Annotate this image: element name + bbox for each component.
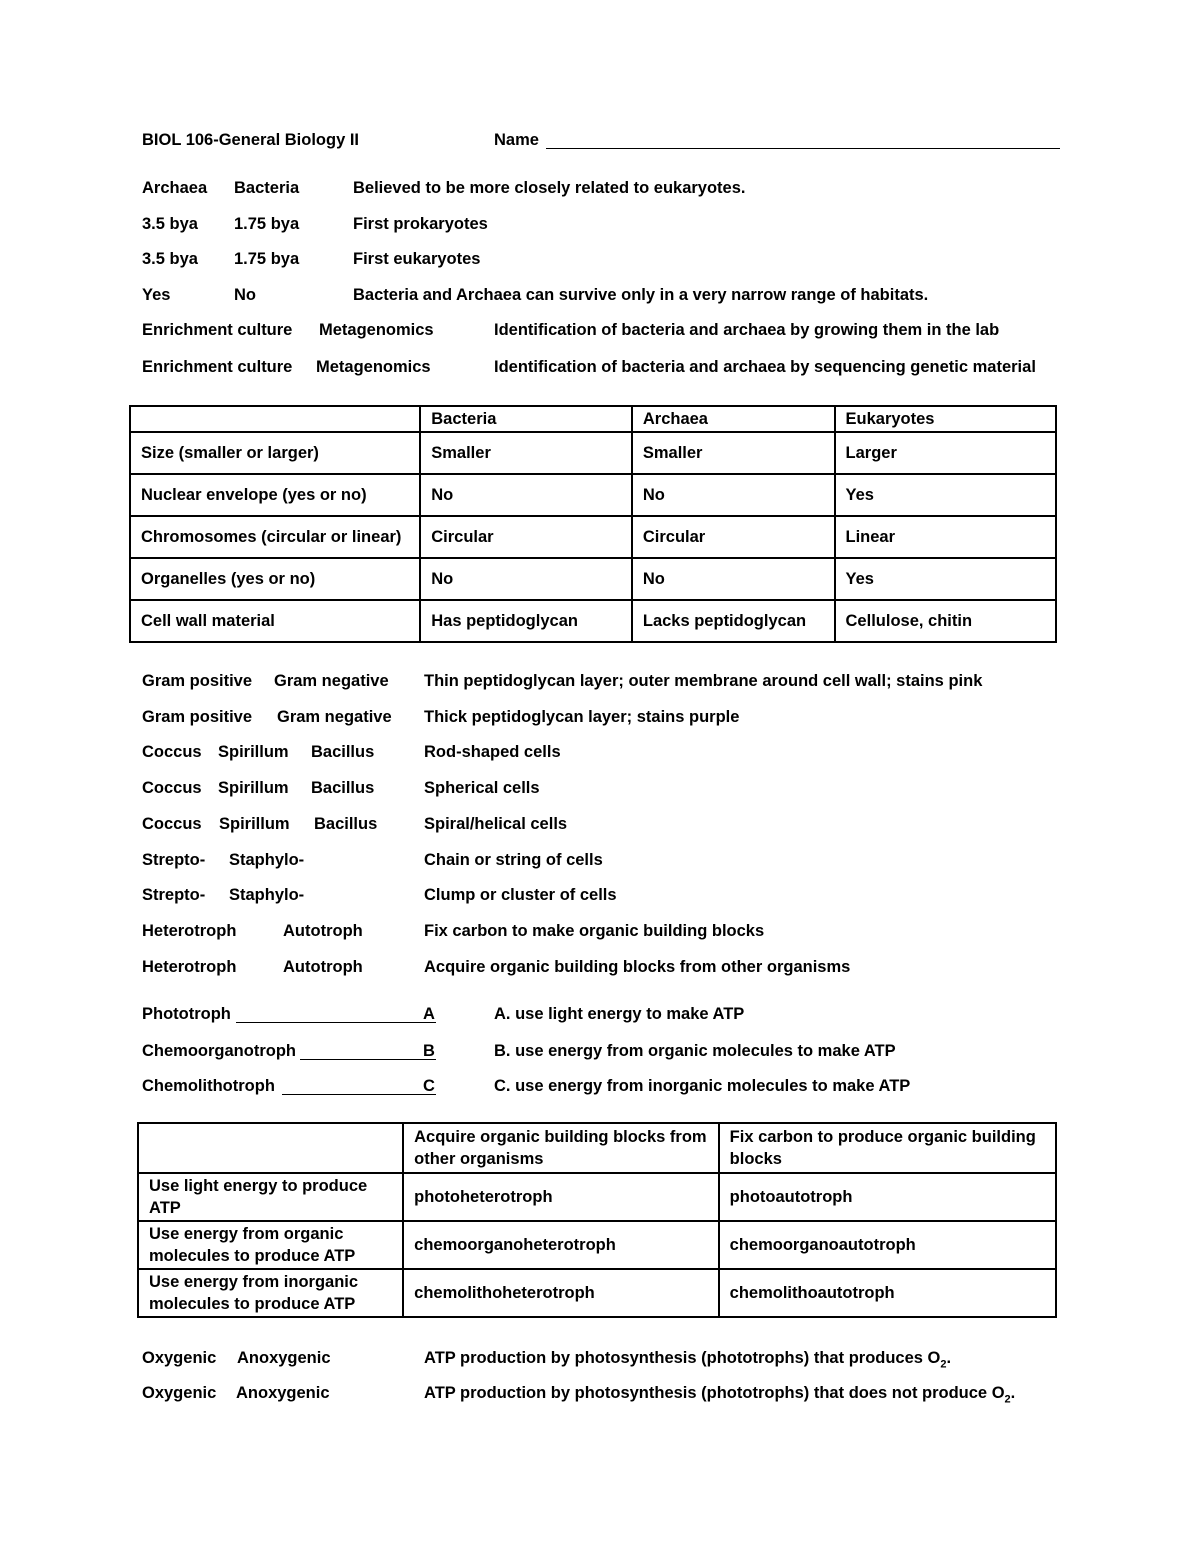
table-cell[interactable]: chemolithoheterotroph [403,1269,719,1317]
row-label: Size (smaller or larger) [130,432,420,474]
table-header-cell: Eukaryotes [835,406,1056,432]
q2-statement: Spherical cells [424,779,540,797]
name-label: Name [494,131,539,149]
table-cell[interactable]: Yes [835,474,1056,516]
q1-option-a[interactable]: Enrichment culture [142,358,293,376]
q1-option-b[interactable]: 1.75 bya [234,215,300,233]
q3-option-a[interactable]: Oxygenic [142,1384,217,1402]
q2-option[interactable]: Strepto- [142,886,206,904]
q1-statement: First eukaryotes [353,250,481,268]
table-header-cell: Acquire organic building blocks from other organisms [403,1123,719,1173]
q3-statement [424,1348,951,1374]
q2-option[interactable]: Heterotroph [142,958,237,976]
q2-statement: Fix carbon to make organic building blocks [424,922,765,940]
table-cell[interactable]: Circular [632,516,835,558]
q2-option[interactable]: Heterotroph [142,922,237,940]
q3-option-a[interactable]: Oxygenic [142,1349,217,1367]
match-answer-line[interactable] [282,1094,436,1095]
q1-option-b[interactable]: Metagenomics [319,321,434,339]
table-row [138,1221,1056,1269]
q1-statement: Bacteria and Archaea can survive only in a very narrow range of habitats. [353,286,929,304]
table-cell[interactable]: Cellulose, chitin [835,600,1056,642]
q1-option-b[interactable]: Metagenomics [316,358,431,376]
q3-option-b[interactable]: Anoxygenic [236,1384,330,1402]
q3-subscript: 2 [940,1358,947,1371]
q2-option[interactable]: Staphylo- [229,886,305,904]
match-term: Chemolithotroph [142,1077,275,1095]
q2-statement: Thick peptidoglycan layer; stains purple [424,708,740,726]
row-label: Chromosomes (circular or linear) [130,516,420,558]
table-cell[interactable]: Lacks peptidoglycan [632,600,835,642]
row-label: Use light energy to produce ATP [138,1173,403,1221]
q3-period: . [1010,1384,1016,1402]
table-row [138,1269,1056,1317]
table-header-cell [138,1123,403,1173]
table-cell[interactable]: No [632,558,835,600]
comparison-table [129,405,1057,643]
q2-statement: Rod-shaped cells [424,743,561,761]
match-option: A. use light energy to make ATP [494,1005,745,1023]
row-label: Use energy from organic molecules to produce ATP [138,1221,403,1269]
table-cell[interactable]: chemolithoautotroph [719,1269,1056,1317]
q2-statement: Spiral/helical cells [424,815,568,833]
match-option: B. use energy from organic molecules to make ATP [494,1042,896,1060]
name-field[interactable] [546,148,1060,149]
q1-option-b[interactable]: 1.75 bya [234,250,300,268]
q1-statement: Believed to be more closely related to eukaryotes. [353,179,746,197]
table-cell[interactable]: chemoorganoheterotroph [403,1221,719,1269]
q1-statement: Identification of bacteria and archaea by sequencing genetic material [494,358,1036,376]
row-label: Use energy from inorganic molecules to produce ATP [138,1269,403,1317]
q2-option[interactable]: Gram negative [274,672,389,690]
match-answer[interactable]: B [423,1042,435,1060]
nutrition-mode-table [137,1122,1057,1318]
table-row [130,558,1056,600]
q2-statement: Thin peptidoglycan layer; outer membrane around cell wall; stains pink [424,672,983,690]
table-cell[interactable]: No [420,474,632,516]
table-cell[interactable]: Smaller [632,432,835,474]
match-answer-line[interactable] [300,1059,436,1060]
table-cell[interactable]: chemoorganoautotroph [719,1221,1056,1269]
q1-option-a[interactable]: Archaea [142,179,208,197]
q2-statement: Chain or string of cells [424,851,603,869]
table-cell[interactable]: No [420,558,632,600]
table-row [138,1173,1056,1221]
match-term: Chemoorganotroph [142,1042,296,1060]
table-cell[interactable]: photoautotroph [719,1173,1056,1221]
table-header-cell [130,406,420,432]
table-row [130,600,1056,642]
q2-statement: Acquire organic building blocks from other organisms [424,958,851,976]
match-answer-line[interactable] [236,1022,436,1023]
row-label: Nuclear envelope (yes or no) [130,474,420,516]
q2-option[interactable]: Coccus [142,743,202,761]
q2-option[interactable]: Autotroph [283,958,363,976]
table-row [130,432,1056,474]
table-cell[interactable]: Smaller [420,432,632,474]
q1-option-a[interactable]: Enrichment culture [142,321,293,339]
match-term: Phototroph [142,1005,231,1023]
q1-option-b[interactable]: Bacteria [234,179,300,197]
match-option: C. use energy from inorganic molecules to make ATP [494,1077,911,1095]
row-label: Cell wall material [130,600,420,642]
table-cell[interactable]: Circular [420,516,632,558]
row-label: Organelles (yes or no) [130,558,420,600]
table-cell[interactable]: Larger [835,432,1056,474]
course-title: BIOL 106-General Biology II [142,131,360,149]
q3-statement [424,1383,1015,1409]
match-answer[interactable]: A [423,1005,435,1023]
q2-statement: Clump or cluster of cells [424,886,617,904]
q2-option[interactable]: Gram negative [277,708,392,726]
table-cell[interactable]: Linear [835,516,1056,558]
q3-option-b[interactable]: Anoxygenic [237,1349,331,1367]
q3-subscript: 2 [1004,1393,1011,1406]
q2-option[interactable]: Gram positive [142,708,253,726]
table-cell[interactable]: Has peptidoglycan [420,600,632,642]
q3-statement-text: ATP production by photosynthesis (phototrophs) that produces O [424,1349,941,1367]
match-answer[interactable]: C [423,1077,435,1095]
q2-option[interactable]: Bacillus [311,779,375,797]
q2-option[interactable]: Spirillum [218,743,289,761]
q3-statement-text: ATP production by photosynthesis (phototrophs) that does not produce O [424,1384,1005,1402]
q1-option-a[interactable]: 3.5 bya [142,250,198,268]
q1-option-a[interactable]: 3.5 bya [142,215,198,233]
q2-option[interactable]: Spirillum [218,779,289,797]
q2-option[interactable]: Bacillus [311,743,375,761]
q2-option[interactable]: Strepto- [142,851,206,869]
table-header-cell: Fix carbon to produce organic building blocks [719,1123,1056,1173]
q1-statement: Identification of bacteria and archaea by growing them in the lab [494,321,1000,339]
q2-option[interactable]: Staphylo- [229,851,305,869]
table-header-cell: Archaea [632,406,835,432]
table-header-row [130,406,1056,432]
q1-option-a[interactable]: Yes [142,286,171,304]
q2-option[interactable]: Coccus [142,815,202,833]
q2-option[interactable]: Bacillus [314,815,378,833]
q1-option-b[interactable]: No [234,286,256,304]
q2-option[interactable]: Coccus [142,779,202,797]
table-row [130,516,1056,558]
q2-option[interactable]: Autotroph [283,922,363,940]
table-cell[interactable]: Yes [835,558,1056,600]
q3-period: . [946,1349,952,1367]
table-row [130,474,1056,516]
q2-option[interactable]: Gram positive [142,672,253,690]
table-header-row [138,1123,1056,1173]
q2-option[interactable]: Spirillum [219,815,290,833]
table-header-cell: Bacteria [420,406,632,432]
q1-statement: First prokaryotes [353,215,488,233]
table-cell[interactable]: photoheterotroph [403,1173,719,1221]
table-cell[interactable]: No [632,474,835,516]
